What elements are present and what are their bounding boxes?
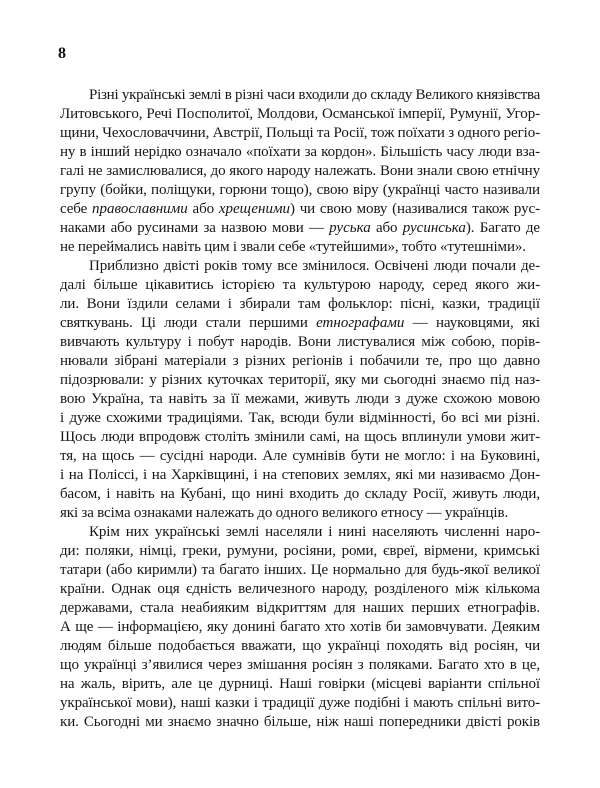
text-line: державами, стала неабияким відкриттям для наших перших етнографів. bbox=[60, 600, 540, 616]
paragraph bbox=[60, 523, 540, 732]
text-line: татари (або киримли) та багато інших. Це нормально для будь-якої великої bbox=[60, 562, 540, 578]
text-line: далі більше цікавитись історією та культурою народу, серед якого жи- bbox=[60, 277, 540, 293]
text-line: які за всіма ознаками належать до одного великого етносу — українців. bbox=[60, 505, 509, 521]
text-line: людям більше подобається вважати, що українці походять від росіян, чи bbox=[60, 638, 540, 654]
text-line: не переймались навіть цим і звали себе «тутейшими», тобто «тутешніми». bbox=[60, 239, 526, 255]
text-line: ну в інший нерідко означало «поїхати за кордон». Більшість часу люди вза- bbox=[60, 144, 540, 160]
text-line: Крім них українські землі населяли і нині населяють численні наро- bbox=[89, 524, 540, 540]
text-line: себе православними або хрещеними) чи свою мову (називалися також рус- bbox=[60, 201, 540, 217]
text-line: ди: поляки, німці, греки, румуни, росіяни, роми, євреї, вірмени, кримські bbox=[60, 543, 540, 559]
text-line: на жаль, вірить, але це дурниці. Наші говірки (місцеві варіанти спільної bbox=[60, 676, 540, 692]
text-line: країни. Однак оця єдність величезного народу, розділеного між кількома bbox=[60, 581, 540, 597]
text-block bbox=[60, 86, 540, 732]
text-line: Литовського, Речі Посполитої, Молдови, Османської імперії, Румунії, Угор- bbox=[60, 106, 540, 122]
paragraph bbox=[60, 257, 540, 523]
text-line: тя, на щось — сусідні народи. Але сумнівів бути не могло: і на Буковині, bbox=[60, 448, 540, 464]
text-line: групу (бойки, поліщуки, горюни тощо), свою віру (українці часто називали bbox=[60, 182, 540, 198]
text-line: української мови), наші казки і традиції дуже подібні і мають спільні вито- bbox=[60, 695, 540, 711]
paragraph bbox=[60, 86, 540, 257]
text-line: щини, Чехословаччини, Австрії, Польщі та Росії, тож поїхати з одного регіо- bbox=[60, 125, 540, 141]
text-line: Приблизно двісті років тому все змінилося. Освічені люди почали де- bbox=[89, 258, 540, 274]
text-line: ли. Вони їздили селами і збирали там фольклор: пісні, казки, традиції bbox=[60, 296, 540, 312]
text-line: і дуже схожими традиціями. Так, всюди були відмінності, бо всі ми різні. bbox=[60, 410, 540, 426]
text-line: басом, і навіть на Кубані, що нині входить до складу Росії, живуть люди, bbox=[60, 486, 540, 502]
text-line: що українці з’явилися через змішання росіян з поляками. Багато хто в це, bbox=[60, 657, 540, 673]
text-line: вивчають культуру і побут народів. Вони листувалися між собою, порів- bbox=[60, 334, 540, 350]
text-line: нювали зібрані матеріали з різних регіонів і побачили те, про що давно bbox=[60, 353, 540, 369]
text-line: підозрювали: у різних куточках території, яку ми сьогодні знаємо під наз- bbox=[60, 372, 540, 388]
text-line: Різні українські землі в різні часи входили до складу Великого князівства bbox=[89, 87, 540, 103]
text-line: вою Україна, та навіть за її межами, живуть люди з дуже схожою мовою bbox=[60, 391, 540, 407]
text-line: святкувань. Ці люди стали першими етнографами — науковцями, які bbox=[60, 315, 540, 331]
page-number: 8 bbox=[58, 45, 66, 62]
text-line: наками або русинами за назвою мови — руська або русинська). Багато де bbox=[60, 220, 540, 236]
text-line: галі не замислювалися, до якого народу належать. Вони знали свою етнічну bbox=[60, 163, 540, 179]
text-line: і на Поліссі, і на Харківщині, і на степових землях, які ми називаємо Дон- bbox=[60, 467, 540, 483]
text-line: А ще — інформацією, яку донині багато хто хотів би замовчувати. Деяким bbox=[60, 619, 540, 635]
text-line: Щось люди впродовж століть змінили самі, на щось вплинули умови жит- bbox=[60, 429, 540, 445]
text-line: ки. Сьогодні ми знаємо значно більше, ніж наші попередники двісті років bbox=[60, 714, 540, 730]
